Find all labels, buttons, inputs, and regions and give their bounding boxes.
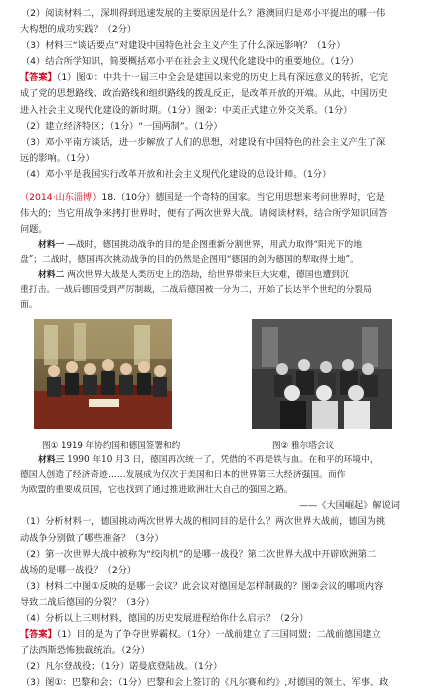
question-heading: （2014·山东淄博）18.（10分）德国是一个奇特的国家。当它用思想来考问世界时，它是 — [20, 192, 385, 204]
material-line: 德国人创造了经济奇迹……发展成为仅次于美国和日本的世界第三大经济强国。而作 — [20, 470, 346, 481]
question-line: （2）第一次世界大战中被称为“绞肉机”的是哪一战役？第二次世界大战中开辟欧洲第二 — [21, 548, 377, 560]
material-line: 盘”；二战时，德国再次挑动战争的目的仍然是企图用“德国的剑为德国的犁取得土地”。 — [20, 255, 359, 266]
material-line: 材料二 两次世界大战是人类历史上的浩劫，给世界带来巨大灾难，德国也遭到沉 — [38, 270, 349, 281]
question-line: （3）材料三“谈话要点”对建设中国特色社会主义产生了什么深远影响？（1分） — [21, 40, 346, 52]
material-label: 材料二 — [38, 270, 65, 281]
material-label: 材料三 — [38, 455, 65, 466]
question-line: 问题。 — [20, 224, 48, 236]
material-line: 材料一 —战时，德国挑动战争的目的是企图重新分割世界，用武力取得“阳光下的地 — [38, 240, 362, 251]
material-label: 材料一 — [38, 240, 65, 251]
question-line: （2）阅读材料二，深圳得到迅速发展的主要原因是什么？港澳回归是邓小平提出的哪一伟 — [21, 8, 386, 19]
question-line: （4）结合所学知识，简要概括邓小平在社会主义现代化建设中的重要地位。（1分） — [21, 56, 359, 68]
treaty-signing-painting — [34, 319, 172, 429]
answer-label: 【答案】 — [20, 629, 57, 641]
material-line: 重打击。一战后德国受到严厉制裁，二战后德国被一分为二，开始了长达半个世纪的分裂局 — [20, 285, 372, 296]
question-line: 战场的是哪一战役？（2分） — [20, 564, 137, 576]
answer-line: 进入社会主义现代化建设的新时期。（1分）图②：中美正式建立外交关系。（1分） — [20, 104, 353, 116]
answer-line: 成了党的思想路线、政治路线和组织路线的拨乱反正，是改革开放的开端。从此，中国历史 — [20, 88, 388, 100]
question-source: （2014·山东淄博） — [20, 192, 102, 204]
yalta-conference-photo — [252, 319, 392, 429]
answer-line: 远的影响。（1分） — [20, 152, 95, 164]
question-line: 大构想的成功实践？（2分） — [20, 24, 137, 36]
figure-captions — [20, 439, 418, 453]
question-line: （1）分析材料一，德国挑动两次世界大战的相同目的是什么？两次世界大战前，德国为挑 — [21, 516, 386, 528]
question-line: 导致二战后德国的分裂？（3分） — [20, 596, 155, 608]
answer-label: 【答案】 — [20, 72, 57, 84]
material-citation: ——《大国崛起》解说词 — [298, 500, 400, 512]
question-line: 伟大的；当它用战争来拷打世界时，便有了两次世界大战。请阅读材料，结合所学知识回答 — [20, 208, 388, 220]
question-line: （4）分析以上三则材料，德国的历史发展进程给你什么启示？（2分） — [21, 612, 309, 624]
figures — [20, 319, 418, 437]
answer-line: 【答案】（1）图①：中共十一届三中全会是建国以来党的历史上具有深远意义的转折，它完 — [20, 72, 388, 84]
answer-line: （3）图①：巴黎和会；（1分）巴黎和会上签订的《凡尔赛和约》,对德国的领土、军事、政 — [21, 677, 389, 689]
answer-line: （2）凡尔登战役；（1分）诺曼底登陆战。（1分） — [21, 661, 223, 673]
answer-line: （3）邓小平南方谈话，进一步解放了人们的思想，对建设有中国特色的社会主义产生了深 — [21, 136, 386, 148]
material-line: 材料三 1990 年10 月3 日，德国再次统一了，凭借的不再是铁与血。在和平的环境中， — [38, 455, 379, 466]
answer-line: 【答案】（1）目的是为了争夺世界霸权。（1分）一战前建立了三国同盟；二战前德国建立 — [20, 629, 381, 641]
answer-line: （4）邓小平是我国实行改革开放和社会主义现代化建设的总设计师。（1分） — [21, 168, 332, 180]
figure-caption: 图② 雅尔塔会议 — [272, 441, 334, 452]
material-line: 为欧盟的重要成员国，它也找到了通过推进欧洲壮大自己的强国之路。 — [20, 485, 293, 496]
question-line: 动战争分别做了哪些准备？（3分） — [20, 532, 164, 544]
figure-caption: 图① 1919 年协约国和德国签署和约 — [42, 441, 181, 452]
answer-line: （2）建立经济特区；（1分）“一国两制”。（1分） — [21, 120, 223, 132]
material-line: 面。 — [20, 300, 38, 311]
answer-line: 了法西斯恐怖独裁统治。（2分） — [20, 645, 150, 657]
question-line: （3）材料二中图①反映的是哪一会议？此会议对德国是怎样制裁的？图②会议的哪项内容 — [21, 580, 384, 592]
